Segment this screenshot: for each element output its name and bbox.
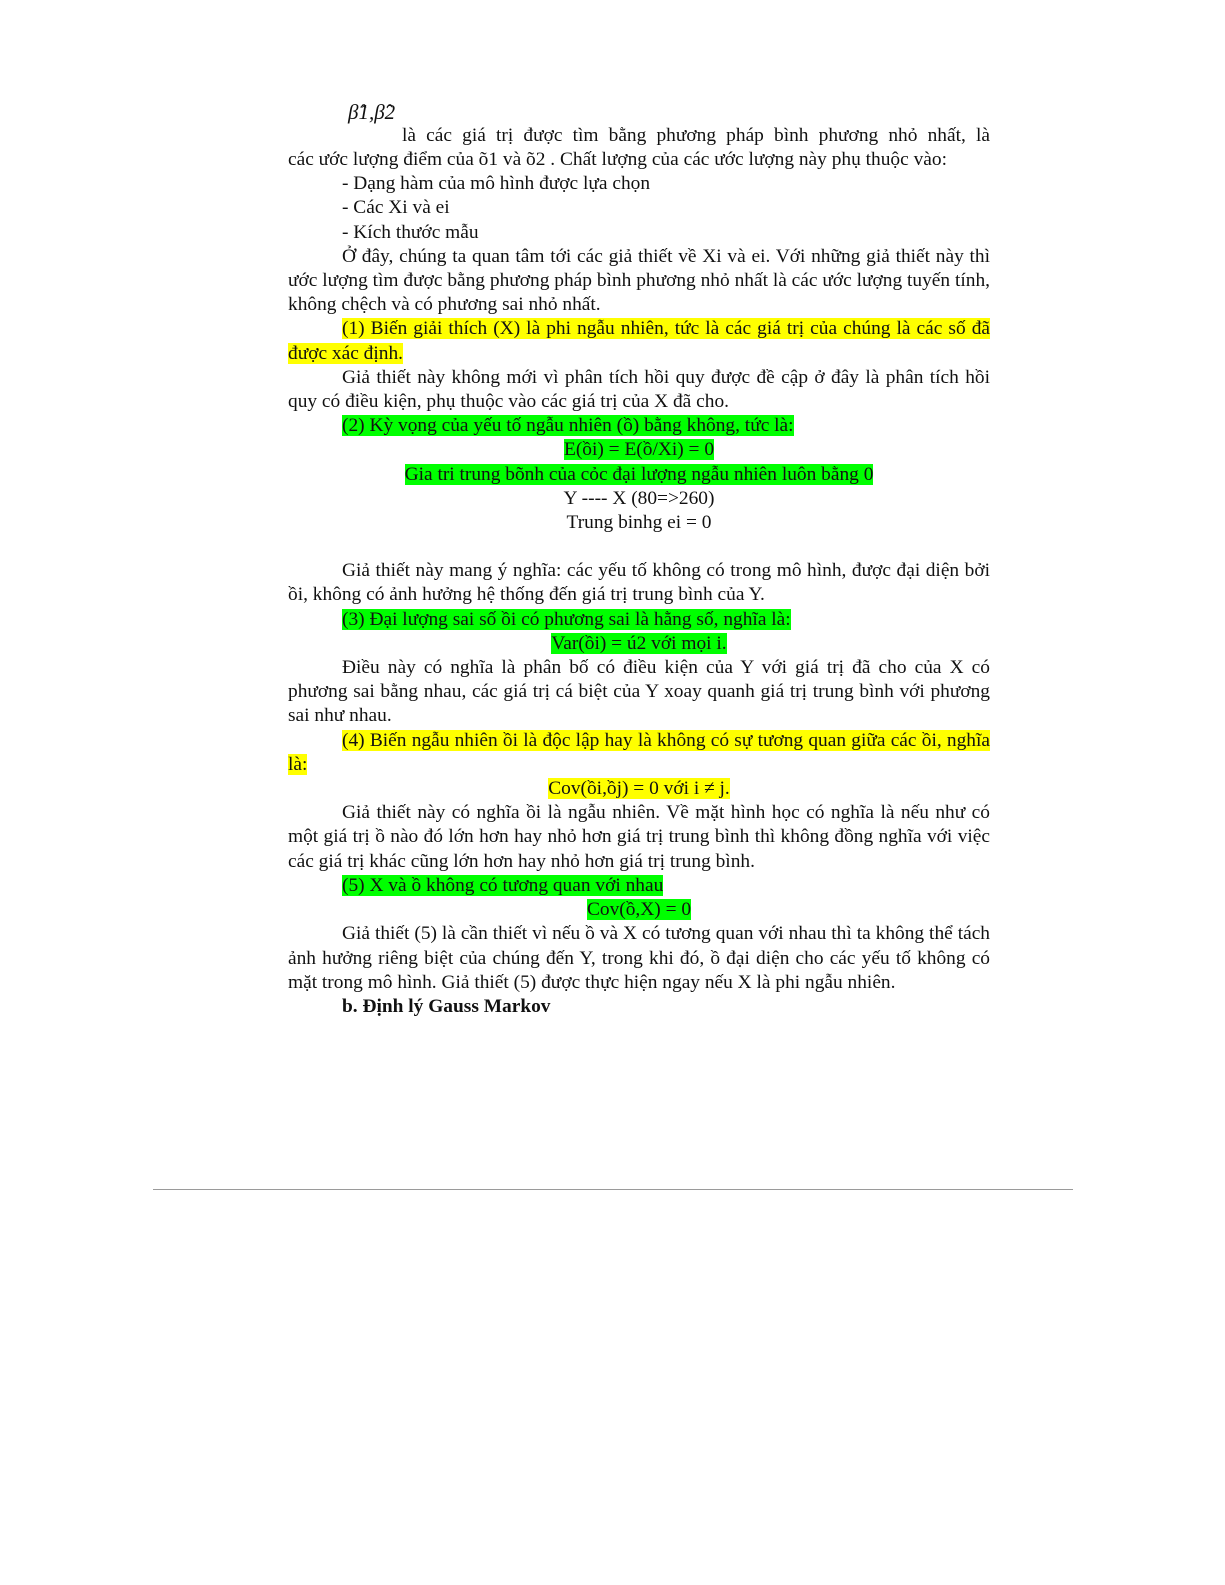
assumption-4-formula-line xyxy=(288,777,990,801)
factor-item-2: - Các Xi và ei xyxy=(342,197,450,219)
assumption-4-paragraph xyxy=(288,729,990,777)
page-bottom-rule xyxy=(153,1189,1073,1190)
assumption-3-formula: Var(ồi) = ú2 với mọi i. xyxy=(551,632,727,654)
beta-estimators-symbol: β̂1,β̂2 xyxy=(348,100,396,124)
assumption-4-highlight: (4) Biến ngẫu nhiên ồi là độc lập hay là không có sự tương quan giữa các ồi, nghĩa là: xyxy=(288,729,990,775)
assumption-1-highlight: (1) Biến giải thích (X) là phi ngẫu nhiên, tức là các giá trị của chúng là các số đã được xác định. xyxy=(288,318,990,364)
assumption-2-formula-line xyxy=(288,438,990,462)
assumption-3-highlight: (3) Đại lượng sai số ồi có phương sai là hằng số, nghĩa là: xyxy=(342,608,791,630)
assumption-5-formula: Cov(ồ,X) = 0 xyxy=(586,899,692,921)
assumption-5-note: Giả thiết (5) là cần thiết vì nếu ồ và X có tương quan với nhau thì ta không thể tách ảnh hưởng riêng biệt của chúng đến Y, trong khi đó, ồ đại diện cho các yếu tố không có mặt trong mô hình. Giả thiết (5) được thực hiện ngay nếu X là phi ngẫu nhiên. xyxy=(288,923,990,993)
assumption-2-highlight: (2) Kỳ vọng của yếu tố ngẫu nhiên (ồ) bằng không, tức là: xyxy=(342,415,794,437)
factor-item-1: - Dạng hàm của mô hình được lựa chọn xyxy=(342,173,651,195)
assumption-2-gloss-line xyxy=(288,463,990,487)
intro-line-2: các ước lượng điểm của õ1 và õ2 . Chất lượng của các ước lượng này phụ thuộc vào: xyxy=(288,149,947,170)
assumption-2-example: Y ---- X (80=>260) xyxy=(563,487,715,509)
assumption-2-mean: Trung binhg ei = 0 xyxy=(566,512,712,534)
page-body xyxy=(288,100,990,1019)
assumption-2-paragraph xyxy=(288,414,990,438)
intro-first-line xyxy=(288,100,990,148)
assumption-1-paragraph xyxy=(288,317,990,365)
assumption-2-formula: E(ồi) = E(ồ/Xi) = 0 xyxy=(563,439,715,461)
assumption-3-formula-line xyxy=(288,632,990,656)
intro-line-1: là các giá trị được tìm bằng phương pháp bình phương nhỏ nhất, là xyxy=(402,125,990,146)
assumption-5-formula-line xyxy=(288,898,990,922)
assumption-3-note: Điều này có nghĩa là phân bố có điều kiện của Y với giá trị đã cho của X có phương sai bằng nhau, các giá trị cá biệt của Y xoay quanh giá trị trung bình với phương sai như nhau. xyxy=(288,657,990,727)
assumption-3-paragraph xyxy=(288,608,990,632)
assumption-2-note: Giả thiết này mang ý nghĩa: các yếu tố không có trong mô hình, được đại diện bởi ồi, không có ảnh hưởng hệ thống đến giá trị trung bình của Y. xyxy=(288,560,990,606)
assumption-4-formula: Cov(ồi,ồj) = 0 với i ≠ j. xyxy=(548,778,730,800)
assumption-5-paragraph xyxy=(288,874,990,898)
assumption-2-gloss: Gia tri trung bõnh của cỏc đại lượng ngẫu nhiên luôn bằng 0 xyxy=(404,463,874,485)
blank-line xyxy=(288,535,990,559)
section-heading: b. Định lý Gauss Markov xyxy=(342,995,551,1017)
assumption-5-highlight: (5) X và ồ không có tương quan với nhau xyxy=(342,874,664,896)
assumption-1-note: Giả thiết này không mới vì phân tích hồi quy được đề cập ở đây là phân tích hồi quy có điều kiện, phụ thuộc vào các giá trị của X đã cho. xyxy=(288,366,990,413)
assumption-4-note: Giả thiết này có nghĩa ồi là ngẫu nhiên. Về mặt hình học có nghĩa là nếu như có một giá trị ồ nào đó lớn hơn hay nhỏ hơn giá trị trung bình thì không đồng nghĩa với việc các giá trị khác cũng lớn hơn hay nhỏ hơn giá trị trung bình. xyxy=(288,802,990,872)
assumptions-intro-paragraph: Ở đây, chúng ta quan tâm tới các giả thiết về Xi và ei. Với những giả thiết này thì ước lượng tìm được bằng phương pháp bình phương nhỏ nhất là các ước lượng tuyến tính, không chệch và có phương sai nhỏ nhất. xyxy=(288,245,990,316)
factor-item-3: - Kích thước mẫu xyxy=(342,221,479,243)
